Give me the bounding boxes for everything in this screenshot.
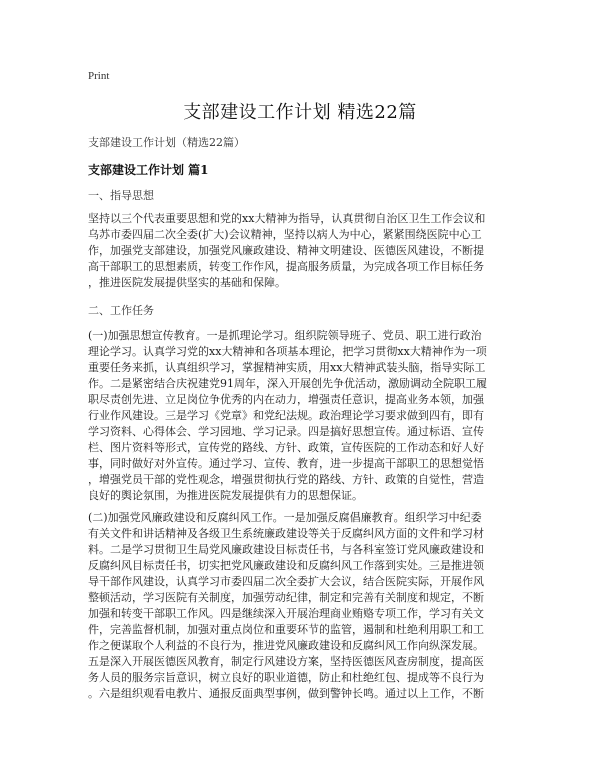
text-line: 事，同时做好对外宣传。通过学习、宣传、教育，进一步提高干部职工的思想觉悟	[88, 457, 484, 470]
page-title: 支部建设工作计划 精选22篇	[183, 102, 417, 123]
paragraph-ideological-education	[88, 328, 516, 504]
text-line: 作之便谋取个人利益的不良行为，推进党风廉政建设和反腐纠风工作向纵深发展。	[88, 639, 484, 652]
text-line: 理论学习。认真学习党的xx大精神和各项基本理论，把学习贯彻xx大精神作为一项	[88, 345, 487, 358]
text-line: 栏、图片资料等形式，宣传党的路线、方针、政策，宣传医院的工作动态和好人好	[88, 441, 484, 454]
text-line: 行业作风建设。三是学习《党章》和党纪法规。政治理论学习要求做到四有，即有	[88, 409, 484, 422]
text-line: 。六是组织观看电教片、通报反面典型事例，做到警钟长鸣。通过以上工作，不断	[88, 687, 484, 700]
text-line: 作，加强党支部建设，加强党风廉政建设、精神文明建设、医德医风建设，不断提	[88, 244, 484, 257]
text-line: 作。二是紧密结合庆祝建党91周年，深入开展创先争优活动，激励调动全院职工履	[88, 377, 487, 390]
paragraph-guiding-ideology	[88, 211, 516, 291]
paragraph-anti-corruption	[88, 510, 516, 702]
text-line: 反腐纠风目标责任书，切实把党风廉政建设和反腐纠风工作落到实处。三是推进领	[88, 559, 484, 572]
text-line: 料。二是学习贯彻卫生局党风廉政建设目标责任书，与各科室签订党风廉政建设和	[88, 543, 484, 556]
text-line: 坚持以三个代表重要思想和党的xx大精神为指导，认真贯彻自治区卫生工作会议和	[88, 212, 486, 225]
text-line: 有关文件和讲话精神及各级卫生系统廉政建设等关于反腐纠风方面的文件和学习材	[88, 527, 484, 540]
text-line: ，推进医院发展提供坚实的基础和保障。	[88, 276, 286, 289]
heading-guiding-ideology: 一、指导思想	[88, 189, 154, 202]
text-line: 件，完善监督机制，加强对重点岗位和重要环节的监管，遏制和杜绝利用职工和工	[88, 623, 484, 636]
section-title: 支部建设工作计划 篇1	[88, 163, 209, 177]
text-line: (一)加强思想宣传教育。一是抓理论学习。组织院领导班子、党员、职工进行政治	[88, 329, 482, 342]
text-line: 加强和转变干部职工作风。四是继续深入开展治理商业贿赂专项工作，学习有关文	[88, 607, 484, 620]
text-line: 五是深入开展医德医风教育，制定行风建设方案，坚持医德医风查房制度，提高医	[88, 655, 484, 668]
text-line: 整顿活动，学习医院有关制度，加强劳动纪律，制定和完善有关制度和规定，不断	[88, 591, 484, 604]
text-line: ，增强党员干部的党性观念，增强贯彻执行党的路线、方针、政策的自觉性，营造	[88, 473, 484, 486]
print-label: Print	[88, 70, 110, 82]
text-line: 务人员的服务宗旨意识，树立良好的职业道德，防止和杜绝红包、提成等不良行为	[88, 671, 484, 684]
text-line: 职尽责创先进、立足岗位争优秀的内在动力，增强责任意识，提高业务本领，加强	[88, 393, 484, 406]
text-line: 重要任务来抓，认真组织学习，掌握精神实质，用xx大精神武装头脑，指导实际工	[88, 361, 486, 374]
text-line: 乌苏市委四届二次全委(扩大)会议精神，坚持以病人为中心，紧紧围绕医院中心工	[88, 228, 482, 241]
heading-work-tasks: 二、工作任务	[88, 304, 154, 317]
text-line: 学习资料、心得体会、学习园地、学习记录。四是搞好思想宣传。通过标语、宣传	[88, 425, 484, 438]
text-line: (二)加强党风廉政建设和反腐纠风工作。一是加强反腐倡廉教育。组织学习中纪委	[88, 511, 482, 524]
text-line: 良好的舆论氛围，为推进医院发展提供有力的思想保证。	[88, 489, 363, 502]
text-line: 导干部作风建设，认真学习市委四届二次全委扩大会议，结合医院实际，开展作风	[88, 575, 484, 588]
document-subtitle: 支部建设工作计划（精选22篇）	[88, 136, 245, 149]
text-line: 高干部职工的思想素质，转变工作作风，提高服务质量，为完成各项工作目标任务	[88, 260, 484, 273]
